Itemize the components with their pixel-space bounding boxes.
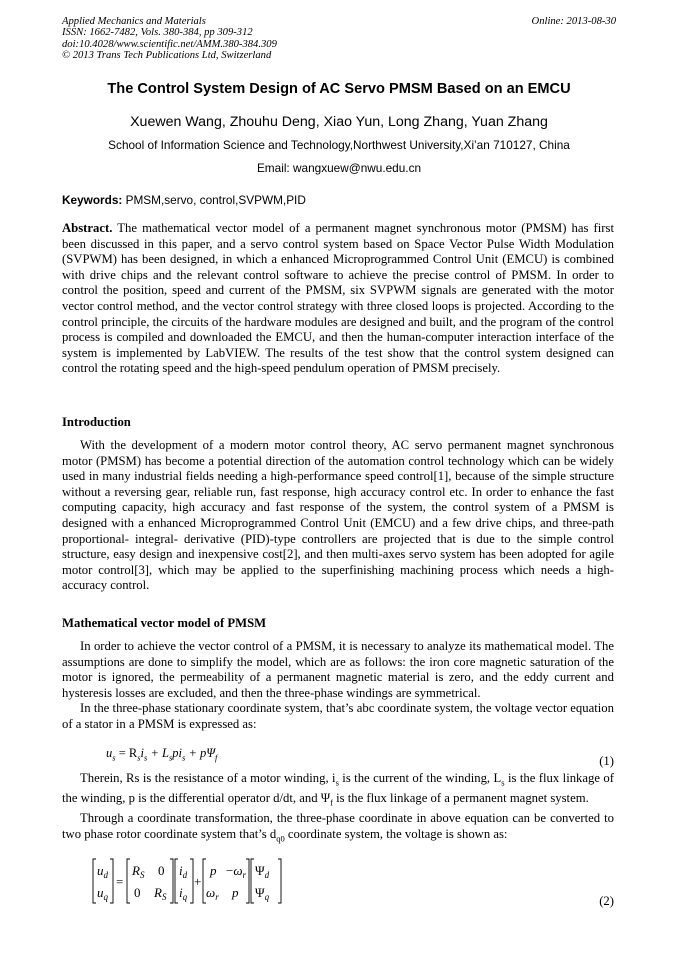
introduction-text: With the development of a modern motor control theory, AC servo permanent magnet synchronous motor (PMSM) has become a potential direction of the automation control technology which can be widely used in many industrial fields needing a high-performance speed control[1], because of the simple structure without a reversing gear, reliable run, fast response, high accuracy control etc. In order to enhance the fast computing capacity, high accuracy and fast response of the system, the control system of a PMSM is designed with a enhanced Microprogrammed Control Unit (EMCU) and a few drive chips, and three-path proportional- integral- derivative (PID)-type controllers are projected that is due to the simple control structure, easy design and inexpensive cost[2], and then multi-axes servo system has been adopted for agile motor control[3], which may be applied to the superfinishing machining process which needs a high-accuracy control. <box>62 438 614 593</box>
svg-text:uq: $u_q$ <box>97 885 108 902</box>
model-paragraph-4: Through a coordinate transformation, the three-phase coordinate in above equation can be converted to two phase rotor coordinate system that’s $d_{q0}$ coordinate system, the voltage is shown as: <box>62 811 614 844</box>
svg-text:id: $i_d$ <box>179 863 188 880</box>
introduction-heading: Introduction <box>62 415 131 429</box>
copyright: © 2013 Trans Tech Publications Ltd, Switzerland <box>62 50 272 62</box>
affiliation: School of Information Science and Technology,Northwest University,Xi’an 710127, China <box>108 138 570 152</box>
svg-text:Ψq: $\Psi_q$ <box>255 885 270 902</box>
keywords-label: Keywords: <box>62 193 123 207</box>
model-paragraph-2: In the three-phase stationary coordinate system, that’s abc coordinate system, the voltage vector equation of a stator in a PMSM is expressed as: <box>62 701 614 731</box>
svg-text:+: + <box>194 874 202 889</box>
introduction-body <box>62 438 614 594</box>
svg-text:RS: $R_S$ <box>132 863 145 880</box>
model-paragraph-1: In order to achieve the vector control of a PMSM, it is necessary to analyze its mathematical model. The assumptions are done to simplify the model, which are as follows: the iron core magnetic saturation of the motor is ignored, the permeability of a permanent magnetic material is zero, and the eddy current and hysteresis losses are excluded, and then the three-phase windings are symmetrical. <box>62 639 614 700</box>
doi: doi:10.4028/www.scientific.net/AMM.380-384.309 <box>62 38 277 50</box>
svg-text:ud: $u_d$ <box>97 863 108 880</box>
keywords <box>62 193 306 207</box>
keywords-text: PMSM,servo, control,SVPWM,PID <box>125 193 306 207</box>
svg-text:p: p <box>210 863 217 878</box>
equation-2-matrix <box>92 857 292 907</box>
model-paragraph-3: Therein, Rs is the resistance of a motor winding, $i_s$ is the current of the winding, $L_s$ is the flux linkage of the winding, p is the differential operator d/dt, and $\Psi_f$ is the flux linkage of a permanent magnet system. <box>62 771 614 808</box>
online-date: Online: 2013-08-30 <box>531 16 616 27</box>
abstract <box>62 221 614 377</box>
svg-text:iq: $i_q$ <box>179 885 188 902</box>
svg-text:p: p <box>232 885 239 900</box>
model-heading: Mathematical vector model of PMSM <box>62 616 267 630</box>
abstract-label: Abstract. <box>62 221 113 235</box>
svg-text:RS: $R_S$ <box>154 885 167 902</box>
paper-title: The Control System Design of AC Servo PMSM Based on an EMCU <box>107 81 571 97</box>
equation-1: $u_s = R_si_s + L_spi_s + p\Psi_f$ <box>106 746 218 763</box>
email: Email: wangxuew@nwu.edu.cn <box>256 161 422 175</box>
journal-name: Applied Mechanics and Materials <box>62 16 206 27</box>
journal-header <box>62 16 277 62</box>
svg-text:0: 0 <box>134 885 141 900</box>
equation-2-number: (2) <box>599 894 614 908</box>
model-body-top <box>62 639 614 733</box>
equation-1-number: (1) <box>599 754 614 768</box>
svg-text:0: 0 <box>158 863 165 878</box>
abstract-text: The mathematical vector model of a permanent magnet synchronous motor (PMSM) has first been discussed in this paper, and a servo control system based on Space Vector Pulse Width Modulation (SVPWM) has been designed, in which a enhanced Microprogrammed Control Unit (EMCU) is combined with drive chips and the relevant control software to achieve the precise control of PMSM. In order to control the position, speed and current of the PMSM, six SVPWM signals are generated with the motor vector control method, and the vector control strategy with three closed loops is projected. According to the control principle, the circuits of the hardware modules are designed and built, and the program of the control process is compiled and downloaded the EMCU, and then the human-computer interaction interface of the system is implemented by LabVIEW. The results of the test show that the control system designed can control the rotating speed and the high-speed pendulum operation of PMSM precisely. <box>62 221 614 376</box>
model-body-mid <box>62 771 614 847</box>
issn: ISSN: 1662-7482, Vols. 380-384, pp 309-312 <box>62 27 253 39</box>
svg-text:Ψd: $\Psi_d$ <box>255 863 270 880</box>
svg-text:ωr: $\omega_r$ <box>206 885 219 902</box>
svg-text:=: = <box>116 874 124 889</box>
authors: Xuewen Wang, Zhouhu Deng, Xiao Yun, Long Zhang, Yuan Zhang <box>130 114 548 130</box>
svg-text:−ωr: $-\omega_r$ <box>226 863 247 880</box>
